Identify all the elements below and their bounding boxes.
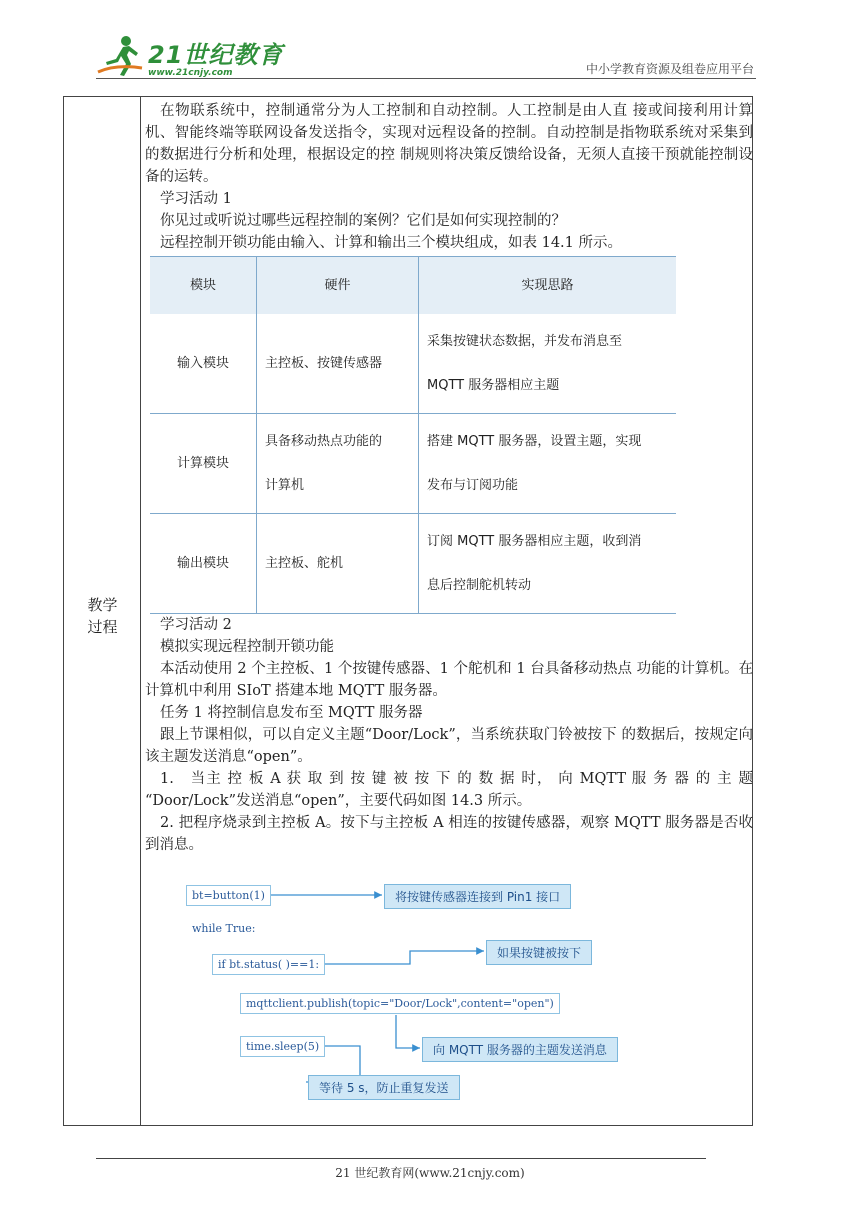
table-cell: 主控板、舵机 — [257, 514, 419, 614]
activity-title: 学习活动 2 — [160, 617, 232, 633]
site-logo[interactable] — [96, 34, 283, 78]
table-row — [150, 514, 676, 614]
code-diagram — [118, 870, 638, 1110]
logo-text: 21世纪教育 — [148, 41, 284, 69]
table-cell: 主控板、按键传感器 — [257, 314, 419, 414]
runner-icon — [96, 34, 144, 78]
lesson-content — [145, 100, 753, 856]
paragraph: 远程控制开锁功能由输入、计算和输出三个模块组成，如表 14.1 所示。 — [160, 235, 623, 251]
annotation-note: 将按键传感器连接到 Pin1 接口 — [384, 884, 571, 909]
step-1: 1. 当主 控 板 A 获 取 到 按 键 被 按 下 的 数 据 时， 向 MQTT 服 务 器 的 主 题 “Door/Lock”发送消息“open”，主要代码如图 14.3 所示。 — [145, 771, 753, 809]
table-header-row — [150, 257, 676, 315]
page-header — [96, 30, 756, 80]
paragraph: 模拟实现远程控制开锁功能 — [160, 639, 334, 655]
paragraph: 本活动使用 2 个主控板、1 个按键传感器、1 个舵机和 1 台具备移动热点 功能的计算机。在计算机中利用 SIoT 搭建本地 MQTT 服务器。 — [145, 661, 753, 699]
column-header: 硬件 — [257, 257, 419, 315]
table-row — [150, 414, 676, 514]
annotation-note: 向 MQTT 服务器的主题发送消息 — [422, 1037, 618, 1062]
header-divider — [96, 78, 756, 79]
code-line: while True: — [192, 922, 256, 935]
table-cell: 具备移动热点功能的 计算机 — [257, 414, 419, 514]
table-cell: 输出模块 — [150, 514, 257, 614]
table-cell: 输入模块 — [150, 314, 257, 414]
logo-url: www.21cnjy.com — [148, 68, 233, 78]
code-line: bt=button(1) — [186, 885, 271, 906]
column-header: 实现思路 — [419, 257, 677, 315]
table-cell: 计算模块 — [150, 414, 257, 514]
header-tagline: 中小学教育资源及组卷应用平台 — [585, 62, 754, 76]
footer-divider — [96, 1158, 706, 1159]
code-line: if bt.status( )==1: — [212, 954, 325, 975]
code-line: time.sleep(5) — [240, 1036, 325, 1057]
table-cell: 搭建 MQTT 服务器，设置主题，实现 发布与订阅功能 — [419, 414, 677, 514]
column-header: 模块 — [150, 257, 257, 315]
annotation-note: 如果按键被按下 — [486, 940, 592, 965]
paragraph: 你见过或听说过哪些远程控制的案例？它们是如何实现控制的？ — [160, 213, 566, 229]
task-title: 任务 1 将控制信息发布至 MQTT 服务器 — [160, 705, 423, 721]
table-row — [150, 314, 676, 414]
annotation-note: 等待 5 s，防止重复发送 — [308, 1075, 460, 1100]
section-label: 教学 过程 — [87, 596, 118, 636]
activity-title: 学习活动 1 — [160, 191, 232, 207]
module-table — [150, 256, 676, 614]
paragraph: 跟上节课相似，可以自定义主题“Door/Lock”，当系统获取门铃被按下 的数据后，按规定向该主题发送消息“open”。 — [145, 727, 753, 765]
code-line: mqttclient.publish(topic="Door/Lock",content="open") — [240, 993, 560, 1014]
page-footer: 21 世纪教育网(www.21cnjy.com) — [335, 1166, 525, 1180]
paragraph: 在物联系统中，控制通常分为人工控制和自动控制。人工控制是由人直 接或间接利用计算机、智能终端等联网设备发送指令，实现对远程设备的控制。自动控制是指物联系统对采集到的数据进行分析和处理，根据设定的控 制规则将决策反馈给设备，无须人直接干预就能控制设备的运转。 — [145, 103, 753, 185]
table-cell: 采集按键状态数据，并发布消息至 MQTT 服务器相应主题 — [419, 314, 677, 414]
table-cell: 订阅 MQTT 服务器相应主题，收到消 息后控制舵机转动 — [419, 514, 677, 614]
step-2: 2. 把程序烧录到主控板 A。按下与主控板 A 相连的按键传感器，观察 MQTT 服务器是否收到消息。 — [145, 815, 753, 853]
